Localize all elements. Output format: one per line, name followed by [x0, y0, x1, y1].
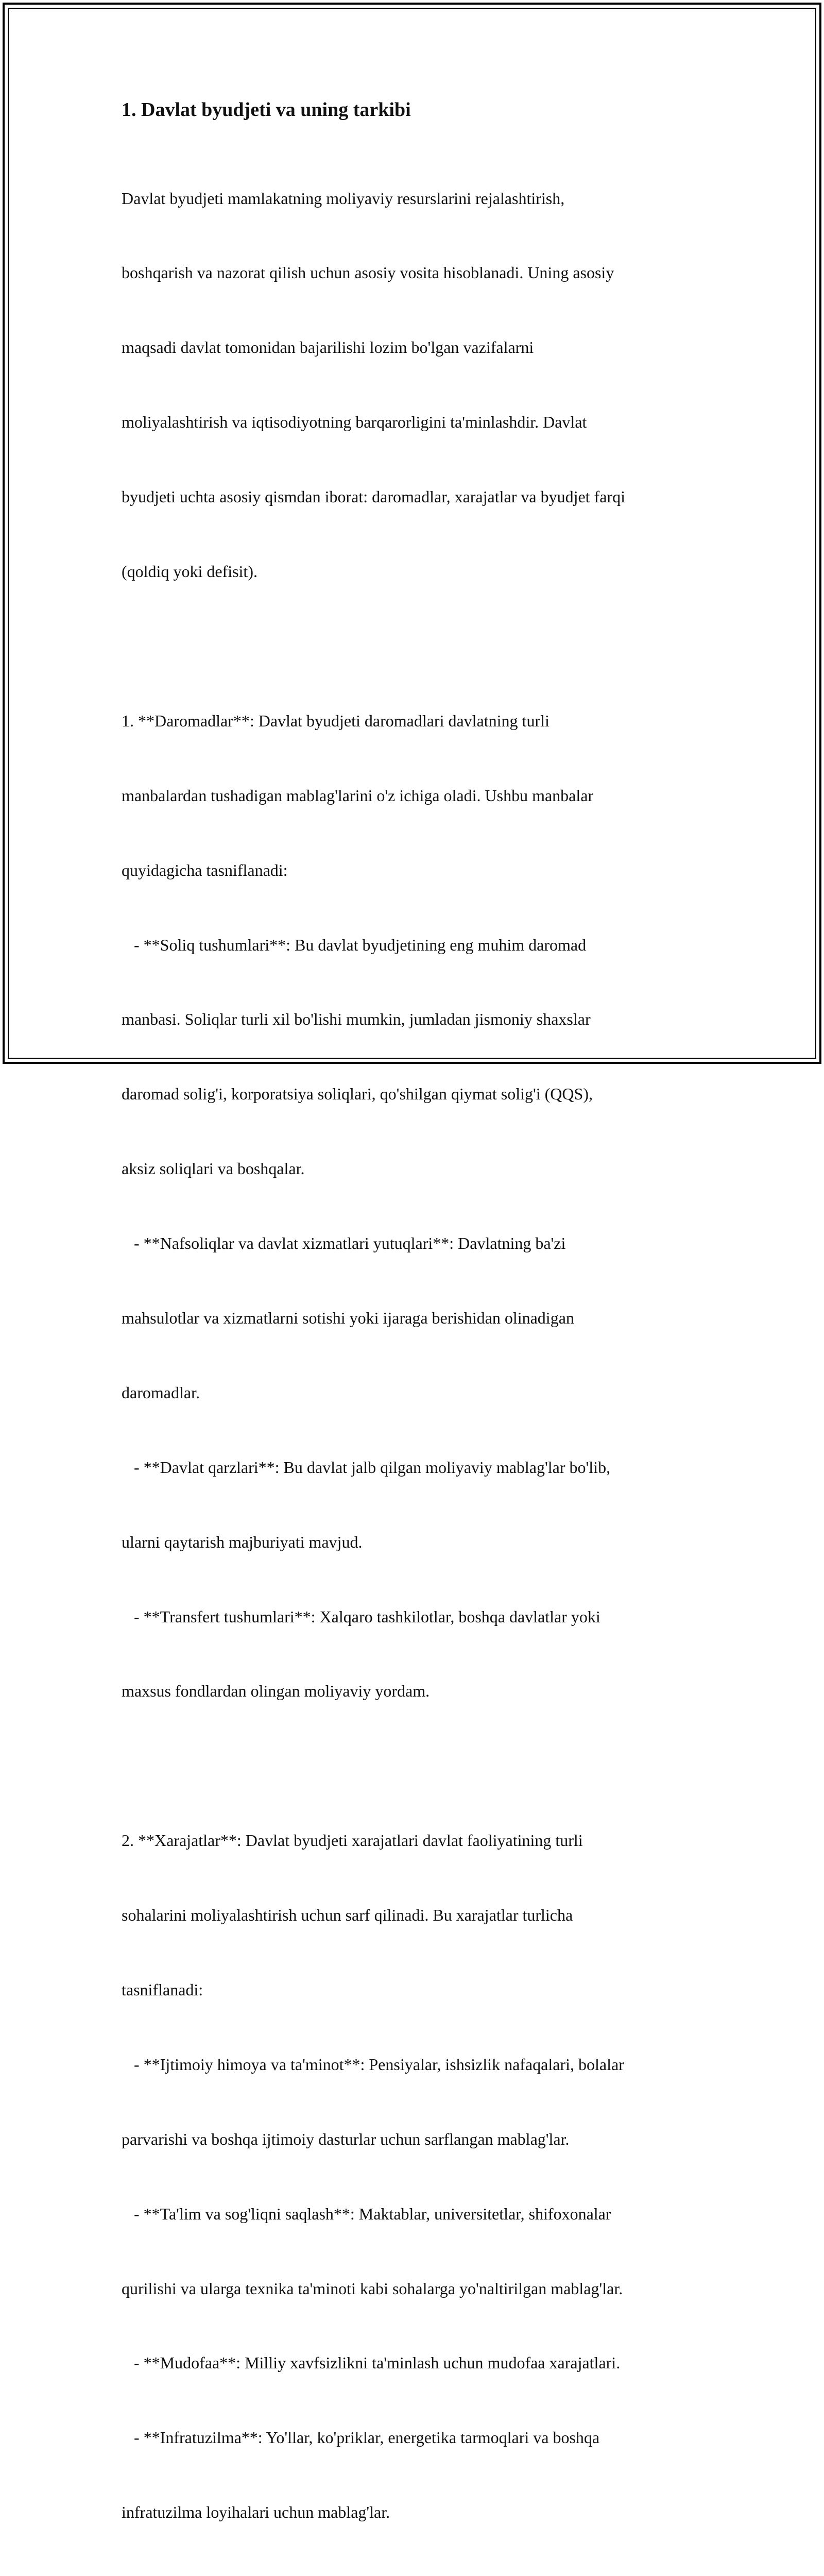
text-line: - **Nafsoliqlar va davlat xizmatlari yutuqlari**: Davlatning ba'zi	[122, 1234, 566, 1253]
text-line: daromad solig'i, korporatsiya soliqlari, qo'shilgan qiymat solig'i (QQS),	[122, 1084, 593, 1104]
text-line: (qoldiq yoki defisit).	[122, 562, 258, 581]
text-line: - **Mudofaa**: Milliy xavfsizlikni ta'minlash uchun mudofaa xarajatlari.	[122, 2353, 621, 2372]
text-line: ularni qaytarish majburiyati mavjud.	[122, 1532, 363, 1551]
text-line: boshqarish va nazorat qilish uchun asosiy vosita hisoblanadi. Uning asosiy	[122, 263, 614, 282]
text-line: maqsadi davlat tomonidan bajarilishi lozim bo'lgan vazifalarni	[122, 338, 534, 357]
body-text	[122, 136, 709, 2576]
text-line: - **Soliq tushumlari**: Bu davlat byudjetining eng muhim daromad	[122, 935, 587, 954]
document-content	[122, 97, 709, 2576]
text-line: tasniflanadi:	[122, 1980, 203, 1999]
text-line: 2. **Xarajatlar**: Davlat byudjeti xarajatlari davlat faoliyatining turli	[122, 1831, 583, 1850]
text-line: aksiz soliqlari va boshqalar.	[122, 1159, 305, 1178]
text-line: parvarishi va boshqa ijtimoiy dasturlar uchun sarflangan mablag'lar.	[122, 2129, 570, 2148]
text-line: - **Davlat qarzlari**: Bu davlat jalb qilgan moliyaviy mablag'lar bo'lib,	[122, 1458, 611, 1477]
blank-line	[122, 634, 709, 658]
text-line: manbalardan tushadigan mablag'larini o'z ichiga oladi. Ushbu manbalar	[122, 786, 594, 805]
text-line: qurilishi va ularga texnika ta'minoti kabi sohalarga yo'naltirilgan mablag'lar.	[122, 2279, 623, 2298]
text-line: - **Infratuzilma**: Yo'llar, ko'priklar, energetika tarmoqlari va boshqa	[122, 2428, 600, 2447]
text-line: - **Transfert tushumlari**: Xalqaro tashkilotlar, boshqa davlatlar yoki	[122, 1607, 600, 1626]
text-line: manbasi. Soliqlar turli xil bo'lishi mumkin, jumladan jismoniy shaxslar	[122, 1010, 591, 1029]
section-heading: 1. Davlat byudjeti va uning tarkibi	[122, 99, 411, 121]
text-line: 1. **Daromadlar**: Davlat byudjeti daromadlari davlatning turli	[122, 711, 550, 730]
text-line: byudjeti uchta asosiy qismdan iborat: daromadlar, xarajatlar va byudjet farqi	[122, 487, 625, 506]
text-line: infratuzilma loyihalari uchun mablag'lar.	[122, 2503, 390, 2522]
text-line: quyidagicha tasniflanadi:	[122, 860, 288, 879]
text-line: moliyalashtirish va iqtisodiyotning barqarorligini ta'minlashdir. Davlat	[122, 413, 587, 432]
text-line: - **Ta'lim va sog'liqni saqlash**: Maktablar, universitetlar, shifoxonalar	[122, 2204, 611, 2223]
text-line: daromadlar.	[122, 1383, 200, 1402]
text-line: sohalarini moliyalashtirish uchun sarf qilinadi. Bu xarajatlar turlicha	[122, 1906, 573, 1925]
text-line: - **Ijtimoiy himoya va ta'minot**: Pensiyalar, ishsizlik nafaqalari, bolalar	[122, 2055, 624, 2074]
text-line: maxsus fondlardan olingan moliyaviy yordam.	[122, 1682, 430, 1701]
text-line: Davlat byudjeti mamlakatning moliyaviy resurslarini rejalashtirish,	[122, 189, 565, 208]
text-line: mahsulotlar va xizmatlarni sotishi yoki ijaraga berishidan olinadigan	[122, 1308, 574, 1327]
blank-line	[122, 1753, 709, 1778]
